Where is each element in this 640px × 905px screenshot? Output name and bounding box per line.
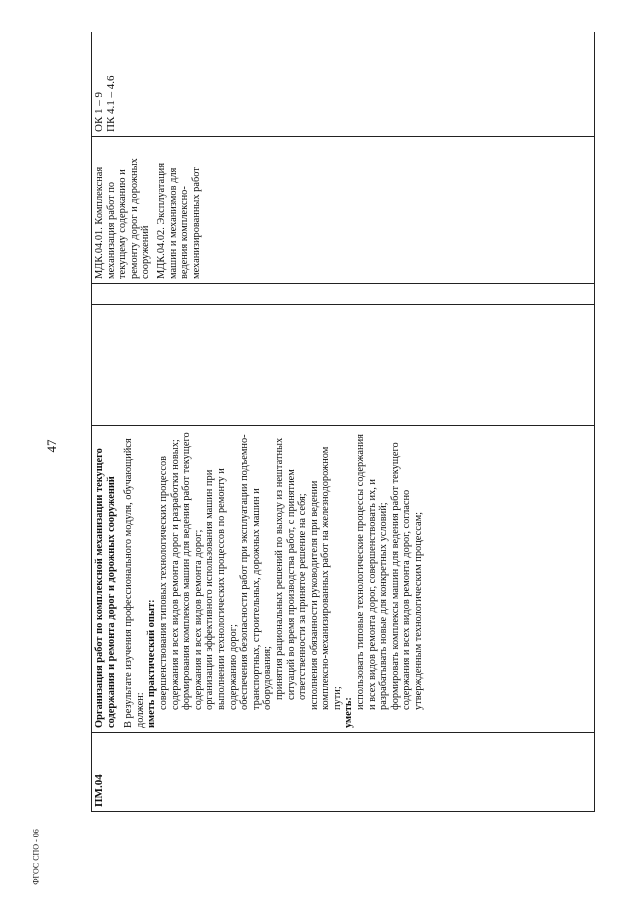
skills-heading: уметь: (343, 697, 355, 728)
table-row (92, 32, 595, 812)
skill-item: формировать комплексы машин для ведения работ текущего содержания и всех видов ремонта дорог, согласно утвержденным технологическим процессам; (389, 442, 425, 710)
mdk-item: МДК.04.01. Комплексная механизация работ по текущему содержанию и ремонту дорог и дорожных сооружений (94, 158, 152, 279)
module-code-cell: ПМ.04 (92, 733, 595, 812)
competency-professional: ПК 4.1 – 4.6 (104, 75, 117, 132)
competency-general: ОК 1 – 9 (93, 91, 105, 132)
curriculum-table-rotated (91, 32, 595, 812)
experience-item: организации эффективного использования машин при выполнении технологических процессов по ремонту и содержанию дорог; (204, 468, 239, 710)
experience-item: совершенствования типовых технологических процессов содержания и всех видов ремонта дорог и разработки новых; (157, 439, 181, 710)
mdk-item: МДК.04.02. Эксплуатация машин и механизмов для ведения комплексно-механизированных работ (155, 162, 202, 279)
skill-item: использовать типовые технологические процессы содержания и всех видов ремонта дорог, совершенствовать их, и разрабатывать новые для конкретных условий; (355, 434, 390, 710)
page-number: 47 (44, 439, 59, 453)
module-title: Организация работ по комплексной механизации текущего содержания и ремонта дорог и дорожных сооружений (94, 448, 117, 728)
footer-code: ФГОС СПО - 06 (31, 829, 41, 885)
competencies-cell (92, 32, 595, 137)
empty-cell (92, 305, 595, 426)
intro-text: В результате изучения профессионального модуля, обучающийся должен: (123, 438, 146, 728)
curriculum-table-wrapper (91, 32, 595, 812)
empty-cell (92, 284, 595, 305)
module-description-cell (92, 426, 595, 733)
mdk-cell (92, 137, 595, 284)
experience-heading: иметь практический опыт: (146, 599, 158, 728)
experience-item: обеспечения безопасности работ при эксплуатации подъемно-транспортных, строительных, дорожных машин и оборудования; (239, 434, 274, 710)
experience-item: принятия рациональных решений по выходу из нештатных ситуаций во время производства работ, с принятием ответственности за принятое решение на себя; (273, 437, 309, 700)
experience-item: формирования комплексов машин для ведения работ текущего содержания и всех видов ремонта дорог; (181, 432, 204, 710)
curriculum-table (91, 32, 595, 812)
experience-item: исполнения обязанности руководителя при ведении комплексно-механизированных работ на железнодорожном пути; (308, 446, 343, 710)
